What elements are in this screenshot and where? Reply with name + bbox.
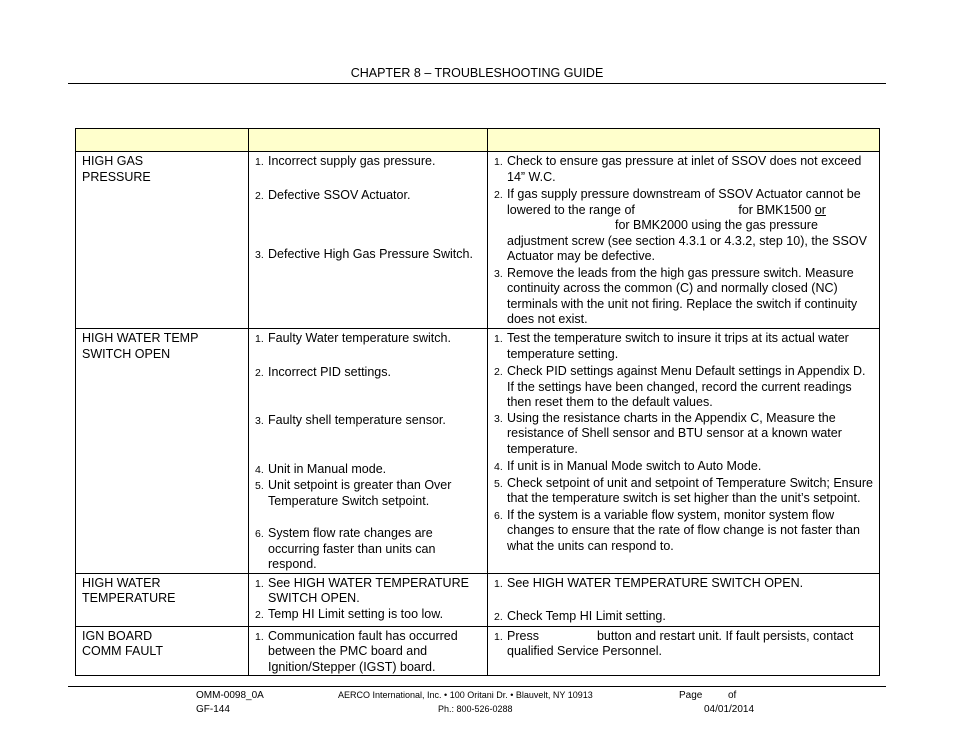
- fault-name-line: HIGH WATER TEMP: [82, 331, 199, 345]
- cause-text: System flow rate changes are occurring faster than units can respond.: [268, 526, 436, 571]
- cause-item: [255, 331, 481, 348]
- action-text: Using the resistance charts in the Appendix C, Measure the resistance of Shell sensor and BTU sensor at a known water temperature.: [507, 410, 842, 456]
- action-text: See HIGH WATER TEMPERATURE SWITCH OPEN.: [507, 575, 804, 590]
- table-header-row: [76, 129, 880, 152]
- cause-number: 1.: [255, 333, 264, 345]
- cause-number: 3.: [255, 249, 264, 261]
- fault-cell: [76, 329, 249, 574]
- fault-name-line: HIGH GAS: [82, 154, 144, 168]
- fault-cell: [76, 573, 249, 626]
- action-text: Check to ensure gas pressure at inlet of SSOV does not exceed 14” W.C.: [507, 154, 862, 184]
- action-number: 1.: [494, 333, 503, 345]
- fault-cell: [76, 626, 249, 676]
- action-text: Check PID settings against Menu Default settings in Appendix D. If the settings have been changed, record the current readings then reset them to the default values.: [507, 364, 866, 409]
- header-cell-cause: [249, 129, 488, 152]
- action-text: for BMK2000 using the gas pressure adjustment screw (see section 4.3.1 or 4.3.2, step 10), the SSOV Actuator may be defective.: [507, 218, 867, 263]
- table-row: [76, 329, 880, 574]
- cause-text: See HIGH WATER TEMPERATURE SWITCH OPEN.: [268, 575, 469, 605]
- action-cell: [488, 152, 880, 329]
- footer-of-label: of: [728, 690, 737, 701]
- fault-name-line: COMM FAULT: [82, 644, 164, 658]
- header-cell-action: [488, 129, 880, 152]
- cause-item: [255, 526, 481, 573]
- header-cell-fault: [76, 129, 249, 152]
- cause-cell: [249, 573, 488, 626]
- cause-number: 2.: [255, 189, 264, 202]
- action-text: Press: [507, 628, 539, 643]
- cause-text: Defective SSOV Actuator.: [268, 187, 411, 202]
- cause-item: [255, 247, 481, 264]
- action-cell: [488, 329, 880, 574]
- fault-name-line: TEMPERATURE: [82, 591, 176, 605]
- action-text: Test the temperature switch to insure it trips at its actual water temperature setting.: [507, 331, 849, 361]
- action-number: 1.: [494, 156, 503, 168]
- cause-number: 2.: [255, 366, 264, 379]
- action-item: [494, 476, 873, 507]
- action-number: 2.: [494, 366, 503, 378]
- cause-text: Unit in Manual mode.: [268, 461, 387, 476]
- action-number: 2.: [494, 611, 503, 623]
- action-text: Check Temp HI Limit setting.: [507, 609, 666, 623]
- cause-item: [255, 365, 481, 382]
- action-number: 3.: [494, 267, 503, 280]
- footer-doc-id: OMM-0098_0A: [196, 690, 264, 701]
- footer-page-label: Page: [679, 690, 703, 701]
- action-text: If gas supply pressure downstream of SSOV Actuator cannot be lowered to the range of: [507, 187, 861, 217]
- action-item: [494, 187, 873, 265]
- cause-number: 1.: [255, 156, 264, 168]
- troubleshooting-table: [75, 128, 880, 676]
- table-row: [76, 152, 880, 329]
- cause-item: [255, 576, 481, 607]
- cause-text: Temp HI Limit setting is too low.: [268, 606, 444, 621]
- cause-item: [255, 607, 481, 624]
- table-row: [76, 573, 880, 626]
- action-number: 2.: [494, 189, 503, 201]
- cause-number: 3.: [255, 415, 264, 427]
- cause-item: [255, 188, 481, 205]
- cause-number: 6.: [255, 528, 264, 540]
- page-title: CHAPTER 8 – TROUBLESHOOTING GUIDE: [350, 66, 604, 80]
- footer-gf-number: GF-144: [196, 704, 230, 715]
- cause-item: [255, 462, 481, 479]
- cause-number: 5.: [255, 480, 264, 492]
- cause-text: Faulty shell temperature sensor.: [268, 413, 446, 427]
- footer-rule: [68, 686, 886, 687]
- action-number: 5.: [494, 477, 503, 490]
- cause-item: [255, 154, 481, 171]
- action-number: 1.: [494, 630, 503, 643]
- action-text: Check setpoint of unit and setpoint of Temperature Switch; Ensure that the temperature switch is set higher than the unit’s setpoint.: [507, 475, 873, 505]
- fault-name-line: IGN BOARD: [82, 628, 153, 643]
- action-item: [494, 331, 873, 362]
- action-cell: [488, 573, 880, 626]
- cause-number: 4.: [255, 463, 264, 476]
- cause-text: Incorrect supply gas pressure.: [268, 154, 436, 168]
- cause-item: [255, 478, 481, 509]
- action-item: [494, 364, 873, 411]
- cause-cell: [249, 152, 488, 329]
- cause-text: Faulty Water temperature switch.: [268, 331, 451, 345]
- action-number: 1.: [494, 577, 503, 590]
- footer-date: 04/01/2014: [704, 704, 755, 715]
- fault-name-line: SWITCH OPEN: [82, 346, 171, 361]
- action-text: If the system is a variable flow system, monitor system flow changes to ensure that the rate of flow change is not faster than what the units can respond to.: [507, 507, 861, 553]
- cause-number: 1.: [255, 630, 264, 643]
- cause-item: [255, 629, 481, 676]
- action-item: [494, 459, 873, 476]
- action-text: Remove the leads from the high gas pressure switch. Measure continuity across the common (C) and normally closed (NC) terminals with the unit not firing. Replace the switch if continuity does not exist.: [507, 265, 858, 326]
- cause-number: 2.: [255, 608, 264, 621]
- cause-number: 1.: [255, 577, 264, 590]
- table-row: [76, 626, 880, 676]
- action-item: [494, 266, 873, 328]
- action-item: [494, 609, 873, 626]
- cause-text: Defective High Gas Pressure Switch.: [268, 247, 473, 261]
- action-number: 4.: [494, 461, 503, 473]
- action-text: If unit is in Manual Mode switch to Auto Mode.: [507, 459, 762, 473]
- fault-cell: [76, 152, 249, 329]
- cause-text: Communication fault has occurred between the PMC board and Ignition/Stepper (IGST) board.: [268, 628, 458, 674]
- fault-name-line: PRESSURE: [82, 169, 151, 184]
- action-number: 3.: [494, 412, 503, 425]
- action-text: button and restart unit. If fault persists, contact qualified Service Personnel.: [507, 628, 854, 658]
- cause-text: Unit setpoint is greater than Over Temperature Switch setpoint.: [268, 478, 452, 508]
- fault-name-line: HIGH WATER: [82, 575, 161, 590]
- action-item: [494, 629, 873, 660]
- action-cell: [488, 626, 880, 676]
- footer-phone: Ph.: 800-526-0288: [438, 704, 513, 714]
- cause-cell: [249, 626, 488, 676]
- action-item: [494, 154, 873, 185]
- action-item: [494, 508, 873, 555]
- action-item: [494, 576, 873, 593]
- action-item: [494, 411, 873, 458]
- action-number: 6.: [494, 509, 503, 522]
- action-text: for BMK1500: [738, 202, 812, 217]
- footer-address: AERCO International, Inc. • 100 Oritani Dr. • Blauvelt, NY 10913: [338, 690, 593, 700]
- header-rule: [68, 83, 886, 84]
- action-text: or: [814, 202, 826, 217]
- cause-item: [255, 413, 481, 430]
- cause-cell: [249, 329, 488, 574]
- cause-text: Incorrect PID settings.: [268, 364, 391, 379]
